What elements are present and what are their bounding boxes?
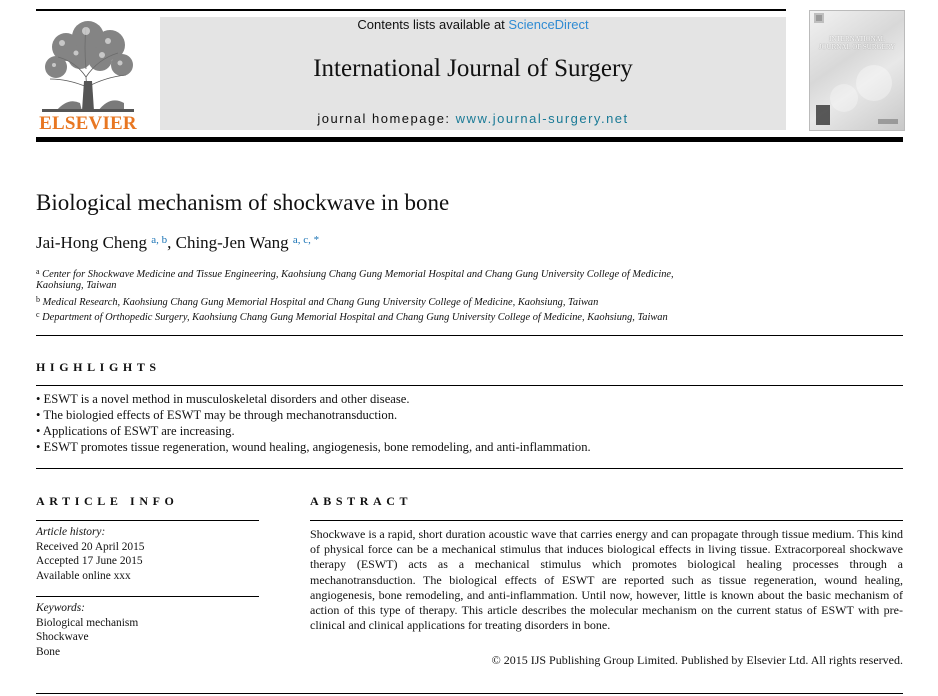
header-top-rule [36, 9, 786, 11]
article-info-heading: ARTICLE INFO [36, 494, 179, 508]
header-bottom-rule [36, 137, 903, 142]
received-date: Received 20 April 2015 [36, 540, 145, 553]
abstract-text: Shockwave is a rapid, short duration acoustic wave that carries energy and can propagate through tissue medium. This kind of physical force can be a mechanical stimulus that induces biological effects in living tissue. Extracorporeal shockwave therapy (ESWT) acts as a mechanical stimulus which promotes biological healing processes through a mechanotransduction. The biological effects of ESWT are reported such as tissue regeneration, wound healing, angiogenesis, bone remodeling, and anti-inflammation. Until now, however, little is known about the basic mechanism of action of this type of therapy. This article describes the molecular mechanism on the current status of ESWT with pre-clinical and clinical applications for treating disorders in bone. [310, 527, 903, 633]
journal-cover-thumbnail[interactable] [809, 10, 905, 131]
affiliation-a [36, 265, 674, 281]
affiliation-b [36, 293, 598, 309]
article-history [36, 525, 145, 583]
journal-homepage-link[interactable]: www.journal-surgery.net [455, 111, 629, 126]
highlight-item: • ESWT promotes tissue regeneration, wound healing, angiogenesis, bone remodeling, and anti-inflammation. [36, 440, 591, 454]
article-history-label: Article history: [36, 526, 106, 538]
journal-title: International Journal of Surgery [313, 55, 633, 82]
affiliation-text: Center for Shockwave Medicine and Tissue Engineering, Kaohsiung Chang Gung Memorial Hospital and Chang Gung University College of Medicine, [42, 269, 674, 280]
author-name[interactable]: Jai-Hong Cheng [36, 233, 147, 252]
accepted-date: Accepted 17 June 2015 [36, 555, 143, 567]
page-bottom-rule [36, 693, 903, 694]
highlight-item: • Applications of ESWT are increasing. [36, 424, 235, 438]
highlight-item: • The biologied effects of ESWT may be through mechanotransduction. [36, 408, 398, 422]
affiliation-text: Department of Orthopedic Surgery, Kaohsiung Chang Gung Memorial Hospital and Chang Gung University College of Medicine, Kaohsiung, Taiwan [42, 312, 668, 323]
keyword-item: Shockwave [36, 631, 89, 643]
highlights-top-rule [36, 335, 903, 336]
article-title: Biological mechanism of shockwave in bone [36, 190, 450, 215]
sciencedirect-link[interactable]: ScienceDirect [508, 17, 589, 32]
author-affiliation-marks[interactable]: a, b [151, 234, 168, 246]
elsevier-wordmark: ELSEVIER [39, 113, 137, 134]
highlights-list [36, 391, 591, 455]
author-affiliation-marks[interactable]: a, c, * [292, 234, 320, 246]
affiliation-text: Medical Research, Kaohsiung Chang Gung Memorial Hospital and Chang Gung University College of Medicine, Kaohsiung, Taiwan [42, 297, 599, 308]
affiliation-mark: b [36, 295, 40, 304]
affiliation-a-continued: Kaohsiung, Taiwan [36, 280, 117, 291]
cover-title: INTERNATIONAL JOURNAL OF SURGERY [818, 35, 896, 51]
cover-decoration [814, 13, 900, 129]
highlights-heading: HIGHLIGHTS [36, 360, 161, 374]
keyword-item: Bone [36, 645, 61, 658]
keywords [36, 601, 138, 659]
copyright-notice: © 2015 IJS Publishing Group Limited. Published by Elsevier Ltd. All rights reserved. [491, 653, 903, 667]
author-name[interactable]: Ching-Jen Wang [175, 233, 289, 252]
affiliation-c [36, 308, 668, 324]
highlights-rule [36, 385, 903, 386]
abstract-rule [310, 520, 903, 521]
homepage-prefix: journal homepage: [317, 111, 451, 126]
keywords-rule [36, 596, 259, 597]
keyword-item: Biological mechanism [36, 616, 139, 629]
highlights-bottom-rule [36, 468, 903, 469]
affiliation-mark: a [36, 267, 40, 276]
author-line: Jai-Hong Cheng $^{a, b}$, Ching-Jen Wang $^{a, c, *}$ [36, 233, 320, 252]
online-date: Available online xxx [36, 569, 131, 582]
journal-homepage [160, 111, 786, 126]
affiliation-mark: c [36, 310, 40, 319]
abstract-heading: ABSTRACT [310, 494, 413, 508]
contents-line [160, 17, 786, 32]
highlight-item: • ESWT is a novel method in musculoskeletal disorders and other disease. [36, 392, 410, 406]
keywords-label: Keywords: [36, 602, 85, 614]
contents-prefix: Contents lists available at [357, 17, 505, 32]
article-info-rule [36, 520, 259, 521]
